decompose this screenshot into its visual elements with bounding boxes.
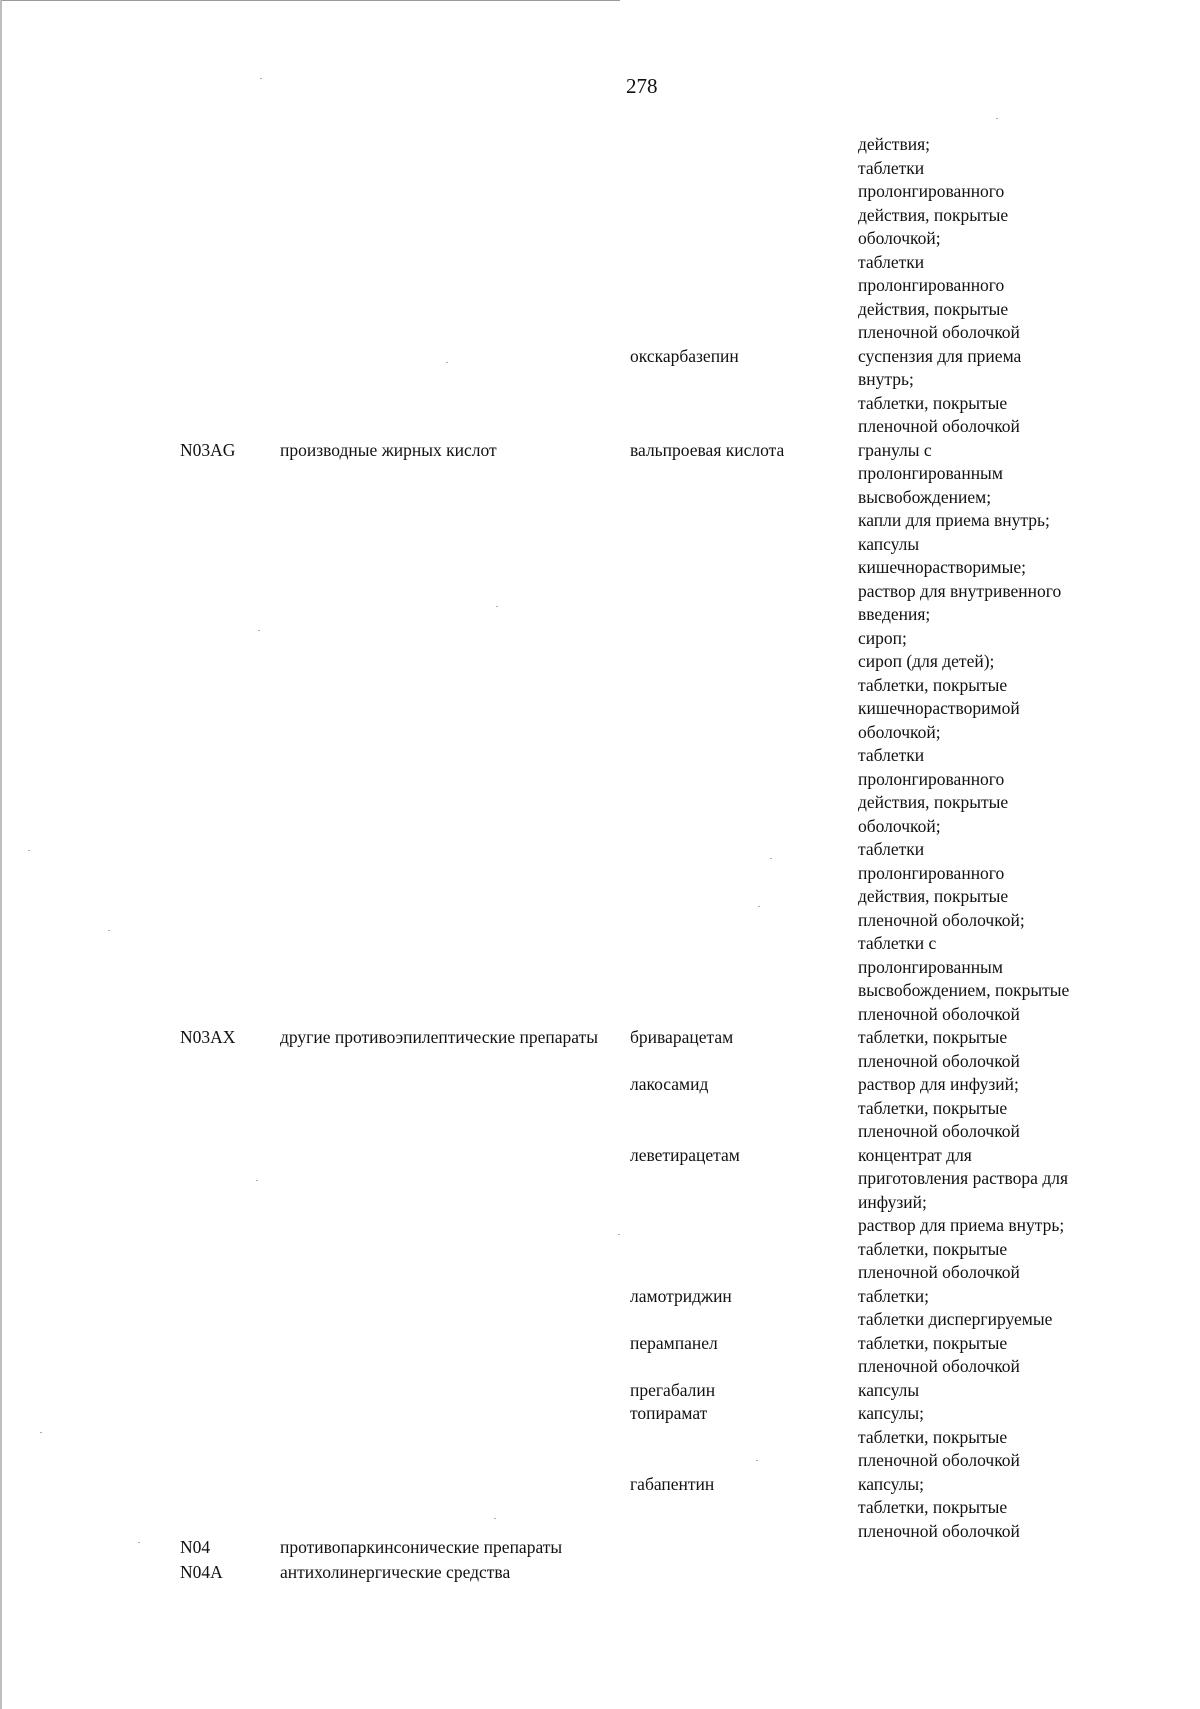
dosage-form-line: высвобождением, покрытые <box>858 980 1070 1000</box>
drug-name: окскарбазепин <box>630 345 739 366</box>
scan-speck <box>28 850 30 851</box>
anatomical-therapeutic-group: производные жирных кислот <box>280 439 497 460</box>
dosage-form-line: пролонгированного <box>858 181 1005 201</box>
scan-speck <box>996 118 998 119</box>
dosage-form-line: концентрат для <box>858 1144 972 1165</box>
dosage-form-line: капсулы; <box>858 1473 925 1494</box>
scan-speck <box>618 1234 620 1235</box>
drug-name: прегабалин <box>630 1379 716 1400</box>
dosage-forms <box>858 1144 1198 1285</box>
drug-name: леветирацетам <box>630 1144 740 1165</box>
table-row <box>0 1402 1200 1473</box>
dosage-forms <box>858 1026 1198 1073</box>
dosage-form-line: капли для приема внутрь; <box>858 510 1050 530</box>
dosage-forms <box>858 439 1198 1027</box>
scan-speck <box>40 1432 42 1433</box>
dosage-form-line: раствор для внутривенного <box>858 580 1062 601</box>
dosage-form-line: таблетки <box>858 745 925 765</box>
drug-name: бриварацетам <box>630 1027 734 1047</box>
dosage-form-line: таблетки, покрытые <box>858 1238 1008 1259</box>
table-row <box>0 1285 1200 1332</box>
dosage-form-line: таблетки <box>858 157 925 178</box>
dosage-forms <box>858 1473 1198 1544</box>
dosage-form-line: оболочкой; <box>858 815 941 836</box>
drug-table <box>0 133 1200 1543</box>
dosage-form-line: таблетки диспергируемые <box>858 1309 1053 1329</box>
dosage-form-line: таблетки, покрытые <box>858 1497 1008 1517</box>
table-row <box>0 1473 1200 1544</box>
dosage-form-line: таблетки; <box>858 1285 929 1306</box>
table-row <box>0 439 1200 1027</box>
scan-speck <box>770 858 772 859</box>
dosage-form-line: действия, покрытые <box>858 298 1009 319</box>
next-section <box>0 1535 1200 1585</box>
dosage-forms <box>858 1285 1198 1332</box>
dosage-form-line: гранулы с <box>858 439 932 460</box>
section-heading-row <box>0 1535 1200 1560</box>
dosage-form-line: пленочной оболочкой <box>858 416 1020 436</box>
atc-code: N04A <box>180 1562 223 1582</box>
scan-speck <box>446 362 448 363</box>
dosage-form-line: пленочной оболочкой <box>858 1121 1020 1141</box>
dosage-form-line: таблетки, покрытые <box>858 1097 1008 1118</box>
anatomical-therapeutic-group: противопаркинсонические препараты <box>280 1537 563 1557</box>
dosage-form-line: введения; <box>858 604 931 624</box>
table-row <box>0 1073 1200 1144</box>
dosage-forms <box>858 1379 1198 1403</box>
dosage-form-line: капсулы <box>858 533 920 554</box>
table-row <box>0 133 1200 345</box>
scan-speck <box>260 78 262 79</box>
atc-code: N03AX <box>180 1027 236 1047</box>
scan-speck <box>494 1518 496 1519</box>
dosage-form-line: пленочной оболочкой <box>858 322 1020 342</box>
dosage-form-line: таблетки <box>858 251 925 272</box>
dosage-form-line: действия, покрытые <box>858 886 1009 906</box>
table-row <box>0 345 1200 439</box>
dosage-form-line: таблетки, покрытые <box>858 1027 1008 1047</box>
dosage-form-line: оболочкой; <box>858 721 941 742</box>
scan-edge-top <box>0 0 620 1</box>
dosage-forms <box>858 345 1198 439</box>
scan-speck <box>108 930 110 931</box>
dosage-form-line: таблетки, покрытые <box>858 1426 1008 1447</box>
scan-speck <box>758 906 760 907</box>
dosage-form-line: действия; <box>858 134 930 154</box>
scan-speck <box>756 1460 758 1461</box>
dosage-form-line: капсулы <box>858 1379 920 1400</box>
scan-speck <box>256 1180 258 1181</box>
scan-speck <box>138 1542 140 1543</box>
section-heading-row <box>0 1560 1200 1585</box>
dosage-form-line: пленочной оболочкой; <box>858 909 1025 930</box>
dosage-form-line: пролонгированного <box>858 275 1005 295</box>
drug-name: лакосамид <box>630 1074 709 1094</box>
dosage-form-line: суспензия для приема <box>858 345 1022 366</box>
drug-name: габапентин <box>630 1473 715 1494</box>
dosage-form-line: таблетки, покрытые <box>858 1332 1008 1353</box>
dosage-form-line: пленочной оболочкой <box>858 1050 1020 1071</box>
drug-name: топирамат <box>630 1403 708 1423</box>
dosage-form-line: сироп (для детей); <box>858 651 995 671</box>
table-row <box>0 1379 1200 1403</box>
atc-code: N03AG <box>180 439 236 460</box>
table-row <box>0 1026 1200 1073</box>
dosage-form-line: внутрь; <box>858 369 914 389</box>
drug-name: вальпроевая кислота <box>630 439 785 460</box>
scan-speck <box>496 606 498 607</box>
anatomical-therapeutic-group: другие противоэпилептические препараты <box>280 1027 598 1047</box>
dosage-forms <box>858 1332 1198 1379</box>
table-row <box>0 1144 1200 1285</box>
dosage-form-line: таблетки, покрытые <box>858 674 1008 695</box>
dosage-form-line: пролонгированного <box>858 862 1005 883</box>
dosage-form-line: пролонгированного <box>858 768 1005 789</box>
dosage-form-line: раствор для инфузий; <box>858 1074 1019 1094</box>
drug-name: ламотриджин <box>630 1285 732 1306</box>
dosage-form-line: пленочной оболочкой <box>858 1450 1020 1470</box>
dosage-form-line: пленочной оболочкой <box>858 1520 1020 1541</box>
dosage-forms <box>858 133 1198 345</box>
dosage-form-line: таблетки, покрытые <box>858 392 1008 413</box>
dosage-form-line: инфузий; <box>858 1191 927 1212</box>
dosage-form-line: пролонгированным <box>858 956 1003 977</box>
dosage-form-line: сироп; <box>858 627 907 648</box>
dosage-form-line: пролонгированным <box>858 463 1003 483</box>
dosage-form-line: действия, покрытые <box>858 204 1009 225</box>
dosage-form-line: капсулы; <box>858 1403 925 1423</box>
dosage-form-line: таблетки с <box>858 933 937 953</box>
dosage-form-line: высвобождением; <box>858 486 992 507</box>
dosage-form-line: кишечнорастворимые; <box>858 557 1026 577</box>
anatomical-therapeutic-group: антихолинергические средства <box>280 1562 511 1582</box>
drug-name: перампанел <box>630 1332 718 1353</box>
dosage-form-line: раствор для приема внутрь; <box>858 1215 1065 1235</box>
dosage-form-line: пленочной оболочкой <box>858 1003 1020 1024</box>
dosage-form-line: оболочкой; <box>858 228 941 248</box>
atc-code: N04 <box>180 1537 211 1557</box>
dosage-forms <box>858 1073 1198 1144</box>
dosage-form-line: пленочной оболочкой <box>858 1356 1020 1376</box>
dosage-form-line: действия, покрытые <box>858 792 1009 812</box>
scan-speck <box>258 630 260 631</box>
table-row <box>0 1332 1200 1379</box>
dosage-form-line: кишечнорастворимой <box>858 698 1020 718</box>
dosage-form-line: таблетки <box>858 839 925 859</box>
page-number: 278 <box>626 74 658 98</box>
dosage-form-line: пленочной оболочкой <box>858 1262 1020 1282</box>
dosage-form-line: приготовления раствора для <box>858 1168 1068 1188</box>
dosage-forms <box>858 1402 1198 1473</box>
